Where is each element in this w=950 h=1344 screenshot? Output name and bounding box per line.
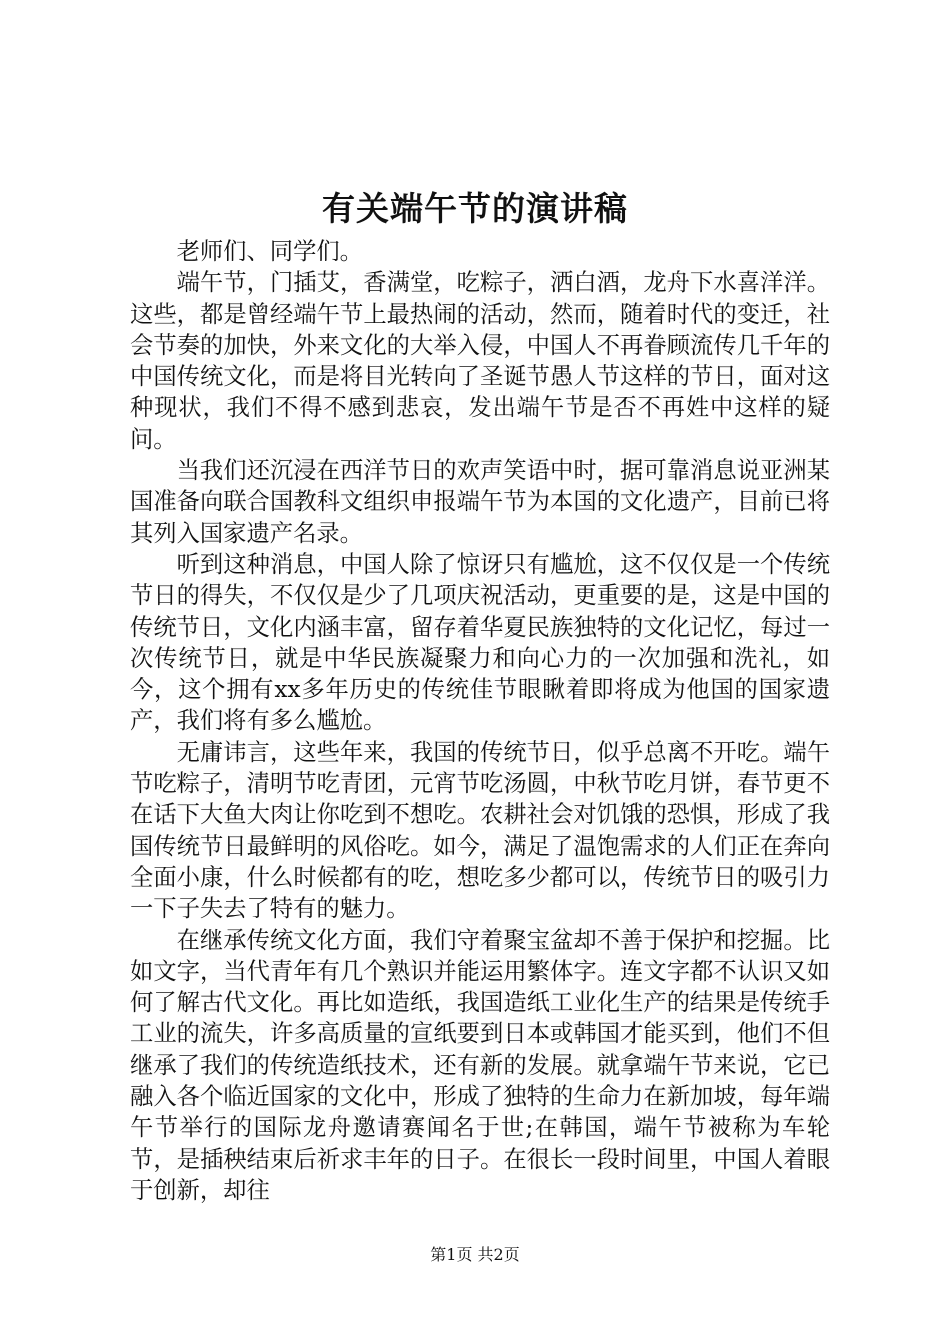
document-body [130,236,830,1206]
page-footer: 第1页 共2页 [430,1245,520,1264]
paragraph-greeting: 老师们、同学们。 [176,238,363,265]
document-title: 有关端午节的演讲稿 [322,189,628,228]
paragraph-5: 在继承传统文化方面，我们守着聚宝盆却不善于保护和挖掘。比如文字，当代青年有几个熟识并能运用繁体字。连文字都不认识又如何了解古代文化。再比如造纸，我国造纸工业化生产的结果是传统手工业的流失，许多高质量的宣纸要到日本或韩国才能买到，他们不但继承了我们的传统造纸技术，还有新的发展。就拿端午节来说，它已融入各个临近国家的文化中，形成了独特的生命力在新加坡，每年端午节举行的国际龙舟邀请赛闻名于世;在韩国，端午节被称为车轮节，是插秧结束后祈求丰年的日子。在很长一段时间里，中国人着眼于创新，却往 [130,926,830,1204]
paragraph-4: 无庸讳言，这些年来，我国的传统节日，似乎总离不开吃。端午节吃粽子，清明节吃青团，元宵节吃汤圆，中秋节吃月饼，春节更不在话下大鱼大肉让你吃到不想吃。农耕社会对饥饿的恐惧，形成了我国传统节日最鲜明的风俗吃。如今，满足了温饱需求的人们正在奔向全面小康，什么时候都有的吃，想吃多少都可以，传统节日的吸引力一下子失去了特有的魅力。 [130,738,830,923]
paragraph-1: 端午节，门插艾，香满堂，吃粽子，洒白酒，龙舟下水喜洋洋。这些，都是曾经端午节上最热闹的活动，然而，随着时代的变迁，社会节奏的加快，外来文化的大举入侵，中国人不再眷顾流传几千年的中国传统文化，而是将目光转向了圣诞节愚人节这样的节日，面对这种现状，我们不得不感到悲哀，发出端午节是否不再姓中这样的疑问。 [130,269,830,453]
paragraph-2: 当我们还沉浸在西洋节日的欢声笑语中时，据可靠消息说亚洲某国准备向联合国教科文组织申报端午节为本国的文化遗产，目前已将其列入国家遗产名录。 [130,457,830,547]
paragraph-3: 听到这种消息，中国人除了惊讶只有尴尬，这不仅仅是一个传统节日的得失，不仅仅是少了几项庆祝活动，更重要的是，这是中国的传统节日，文化内涵丰富，留存着华夏民族独特的文化记忆，每过一次传统节日，就是中华民族凝聚力和向心力的一次加强和洗礼，如今，这个拥有xx多年历史的传统佳节眼瞅着即将成为他国的国家遗产，我们将有多么尴尬。 [130,550,830,735]
